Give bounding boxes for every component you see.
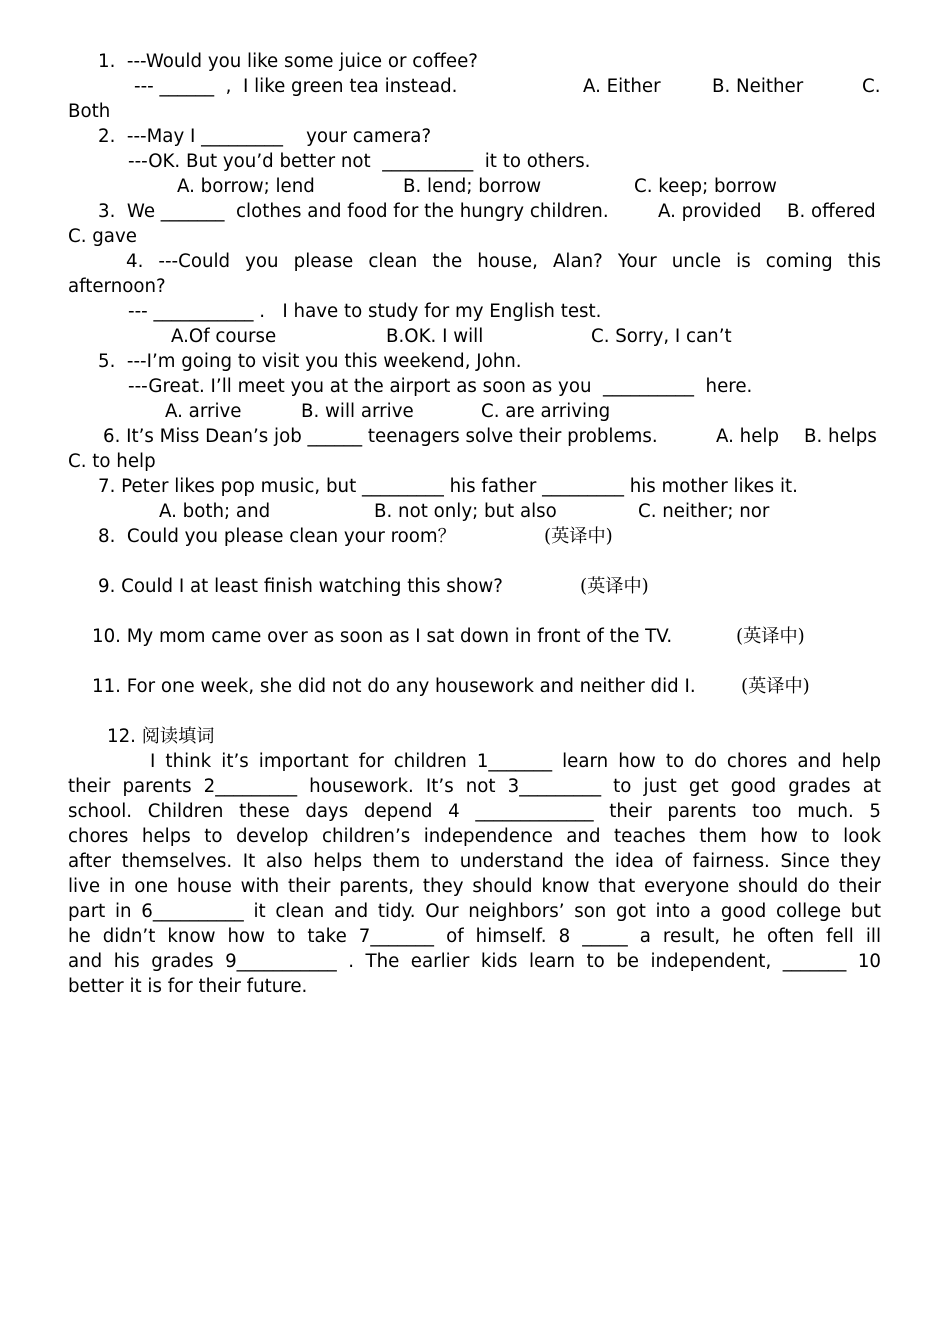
q7-option-c: C. neither; nor xyxy=(638,501,770,522)
passage-line: better it is for their future. xyxy=(68,976,308,997)
passage-line: part in 6__________ it clean and tidy. Our neighbors’ son got into a good college but xyxy=(68,901,881,922)
q10-text: 10. My mom came over as soon as I sat down in front of the TV. xyxy=(92,626,673,647)
q5-option-b: B. will arrive xyxy=(301,401,414,422)
q2-option-c: C. keep; borrow xyxy=(634,176,777,197)
passage-line: chores helps to develop children’s independence and teaches them how to look xyxy=(68,826,881,847)
q1-option-a: A. Either xyxy=(583,76,661,97)
q8-translate-tag: (英译中) xyxy=(544,526,613,547)
q6-option-b: B. helps xyxy=(804,426,877,447)
passage-line: school. Children these days depend 4 _____________ their parents too much. 5 xyxy=(68,801,881,822)
q4-stem: 4. ---Could you please clean the house, Alan? Your uncle is coming this xyxy=(126,251,881,272)
q4-option-a: A.Of course xyxy=(171,326,277,347)
passage-line: their parents 2_________ housework. It’s not 3_________ to just get good grades at xyxy=(68,776,881,797)
q3-stem: 3. We _______ clothes and food for the hungry children. xyxy=(98,201,609,222)
passage-line: after themselves. It also helps them to understand the idea of fairness. Since they xyxy=(68,851,881,872)
q2-stem: 2. ---May I _________ your camera? xyxy=(98,126,432,147)
q7-stem: 7. Peter likes pop music, but _________ his father _________ his mother likes it. xyxy=(98,476,798,497)
q1-stem: 1. ---Would you like some juice or coffee? xyxy=(98,51,478,72)
q8-text: 8. Could you please clean your room xyxy=(98,526,438,547)
q7-option-b: B. not only; but also xyxy=(374,501,557,522)
q5-option-c: C. are arriving xyxy=(481,401,611,422)
q1-option-c: C. xyxy=(862,76,881,97)
passage-line: I think it’s important for children 1_______ learn how to do chores and help xyxy=(150,751,881,772)
q11-translate-tag: (英译中) xyxy=(741,676,810,697)
q5-stem: 5. ---I’m going to visit you this weekend, John. xyxy=(98,351,522,372)
q2-reply: ---OK. But you’d better not __________ it to others. xyxy=(128,151,591,172)
q7-option-a: A. both; and xyxy=(159,501,271,522)
q4-reply: --- ___________ . I have to study for my English test. xyxy=(128,301,602,322)
q4-option-b: B.OK. I will xyxy=(386,326,484,347)
q6-stem: 6. It’s Miss Dean’s job ______ teenagers solve their problems. xyxy=(103,426,658,447)
q1-option-b: B. Neither xyxy=(712,76,804,97)
q8-question-mark: ？ xyxy=(437,526,456,547)
q12-heading xyxy=(107,724,215,749)
passage-line: live in one house with their parents, they should know that everyone should do their xyxy=(68,876,881,897)
q2-option-b: B. lend; borrow xyxy=(403,176,542,197)
passage-line: and his grades 9___________ . The earlier kids learn to be independent, _______ 10 xyxy=(68,951,881,972)
q9-translate-tag: (英译中) xyxy=(580,576,649,597)
q3-option-c: C. gave xyxy=(68,226,137,247)
q6-option-a: A. help xyxy=(716,426,779,447)
q12-number: 12. xyxy=(107,726,136,747)
q10-translate-tag: (英译中) xyxy=(736,626,805,647)
q6-option-c: C. to help xyxy=(68,451,156,472)
q3-option-b: B. offered xyxy=(787,201,876,222)
q11-text: 11. For one week, she did not do any housework and neither did I. xyxy=(92,676,696,697)
q9-text: 9. Could I at least finish watching this show? xyxy=(98,576,503,597)
q4-option-c: C. Sorry, I can’t xyxy=(591,326,732,347)
q1-option-c-cont: Both xyxy=(68,101,111,122)
passage-line: he didn’t know how to take 7_______ of himself. 8 _____ a result, he often fell ill xyxy=(68,926,881,947)
q1-reply: --- ______ , I like green tea instead. xyxy=(134,76,458,97)
q5-reply: ---Great. I’ll meet you at the airport as soon as you __________ here. xyxy=(128,376,753,397)
q8-sentence xyxy=(98,524,456,549)
q2-option-a: A. borrow; lend xyxy=(177,176,315,197)
q12-title: 阅读填词 xyxy=(141,726,215,747)
q3-option-a: A. provided xyxy=(658,201,762,222)
q4-stem-cont: afternoon? xyxy=(68,276,166,297)
q5-option-a: A. arrive xyxy=(165,401,242,422)
